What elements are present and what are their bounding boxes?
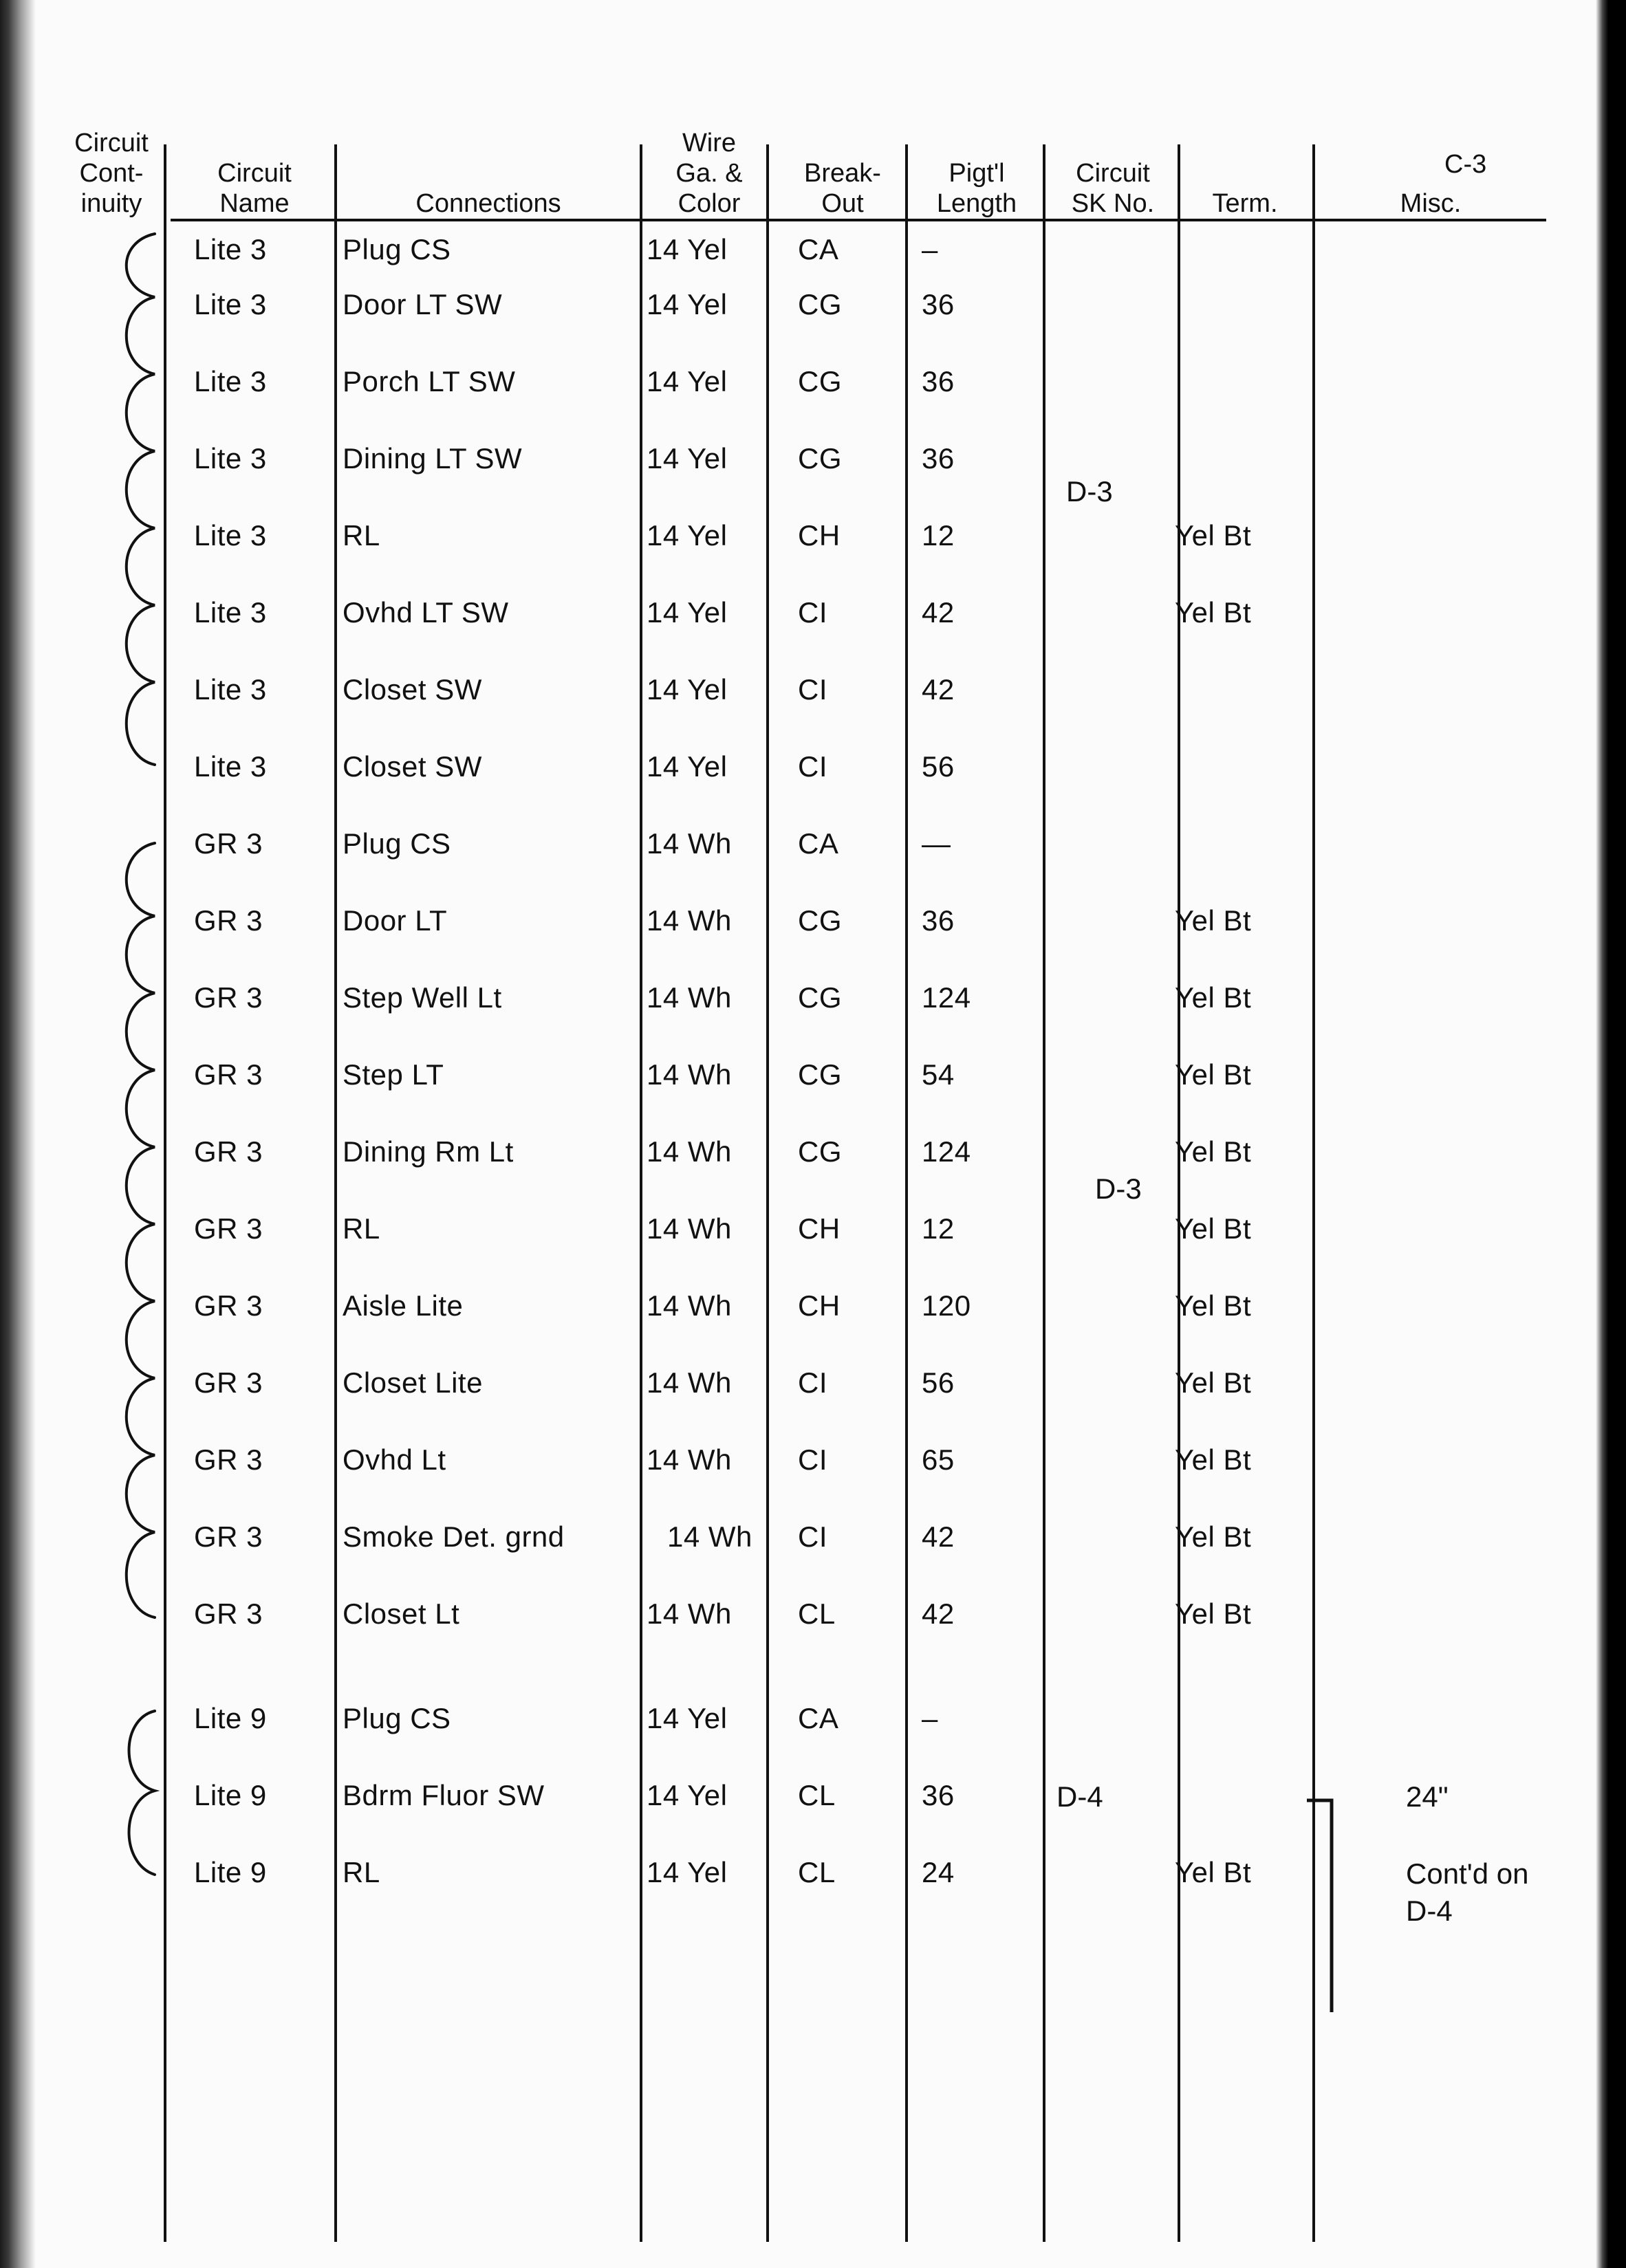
connection-cell: Step Well Lt: [343, 981, 502, 1014]
pigtail-cell: –: [922, 1702, 938, 1734]
wire-cell: 14 Wh: [647, 1212, 732, 1245]
term-cell: Yel Bt: [1175, 1443, 1252, 1476]
circuit-name-cell: GR 3: [194, 1212, 263, 1245]
brace-gr-3: [127, 843, 155, 1617]
breakout-cell: CI: [798, 1520, 827, 1553]
pigtail-cell: 42: [922, 596, 955, 629]
circuit-name-cell: GR 3: [194, 1289, 263, 1322]
term-cell: Yel Bt: [1175, 1366, 1252, 1399]
wire-cell: 14 Yel: [647, 233, 728, 265]
wire-cell: 14 Wh: [647, 1366, 732, 1399]
pigtail-cell: 12: [922, 1212, 955, 1245]
breakout-cell: CG: [798, 981, 842, 1014]
circuit-name-cell: Lite 3: [194, 288, 267, 320]
connection-cell: Door LT: [343, 904, 448, 937]
connection-cell: RL: [343, 1212, 380, 1245]
connection-cell: Aisle Lite: [343, 1289, 464, 1322]
wire-cell: 14 Wh: [647, 1058, 732, 1091]
header-connections: Connections: [415, 189, 561, 218]
circuit-name-cell: Lite 9: [194, 1856, 267, 1888]
circuit-name-cell: GR 3: [194, 1135, 263, 1168]
wire-cell: 14 Yel: [647, 519, 728, 552]
breakout-cell: CI: [798, 1366, 827, 1399]
circuit-name-cell: Lite 9: [194, 1779, 267, 1811]
connection-cell: RL: [343, 519, 380, 552]
wire-cell: 14 Wh: [667, 1520, 752, 1553]
breakout-cell: CA: [798, 827, 839, 860]
sk-label-lite-9: D-4: [1056, 1780, 1103, 1813]
term-cell: Yel Bt: [1175, 1135, 1252, 1168]
breakout-cell: CL: [798, 1856, 836, 1888]
pigtail-cell: 36: [922, 365, 955, 397]
pigtail-cell: 65: [922, 1443, 955, 1476]
wire-cell: 14 Yel: [647, 365, 728, 397]
pigtail-cell: 42: [922, 673, 955, 706]
header-term: Term.: [1212, 189, 1278, 218]
circuit-name-cell: Lite 3: [194, 596, 267, 629]
wire-cell: 14 Wh: [647, 1135, 732, 1168]
circuit-name-cell: Lite 3: [194, 519, 267, 552]
circuit-name-cell: Lite 3: [194, 365, 267, 397]
wire-cell: 14 Yel: [647, 1702, 728, 1734]
pigtail-cell: 36: [922, 904, 955, 937]
connection-cell: Plug CS: [343, 233, 451, 265]
term-cell: Yel Bt: [1175, 1856, 1252, 1888]
connection-cell: Door LT SW: [343, 288, 503, 320]
connection-cell: Ovhd LT SW: [343, 596, 509, 629]
term-cell: Yel Bt: [1175, 1212, 1252, 1245]
pigtail-cell: 56: [922, 1366, 955, 1399]
pigtail-cell: 42: [922, 1520, 955, 1553]
header-circuit-sk-no: Circuit SK No.: [1071, 159, 1155, 218]
pigtail-cell: –: [922, 233, 938, 265]
circuit-name-cell: GR 3: [194, 1598, 263, 1630]
header-circuit-name: Circuit Name: [217, 159, 292, 218]
breakout-cell: CI: [798, 1443, 827, 1476]
connection-cell: Dining Rm Lt: [343, 1135, 514, 1168]
pigtail-cell: 36: [922, 288, 955, 320]
page-code: C-3: [1444, 150, 1487, 179]
brace-lite-3: [127, 234, 155, 765]
header-breakout: Break- Out: [804, 159, 881, 218]
circuit-name-cell: Lite 9: [194, 1702, 267, 1734]
header-pigtail-length: Pigt'l Length: [936, 159, 1017, 218]
connection-cell: Plug CS: [343, 1702, 451, 1734]
wire-cell: 14 Yel: [647, 1779, 728, 1811]
breakout-cell: CL: [798, 1598, 836, 1630]
pigtail-cell: 12: [922, 519, 955, 552]
breakout-cell: CA: [798, 1702, 839, 1734]
circuit-name-cell: Lite 3: [194, 442, 267, 475]
circuit-name-cell: GR 3: [194, 1058, 263, 1091]
connection-cell: Closet SW: [343, 673, 482, 706]
circuit-name-cell: GR 3: [194, 1443, 263, 1476]
breakout-cell: CI: [798, 596, 827, 629]
wire-cell: 14 Wh: [647, 981, 732, 1014]
connection-cell: Dining LT SW: [343, 442, 523, 475]
wire-cell: 14 Yel: [647, 1856, 728, 1888]
misc-note-continued: Cont'd on D-4: [1406, 1857, 1529, 1927]
connection-cell: Closet SW: [343, 750, 482, 783]
circuit-name-cell: GR 3: [194, 1366, 263, 1399]
header-wire-gauge-color: Wire Ga. & Color: [675, 129, 743, 218]
connection-cell: Plug CS: [343, 827, 451, 860]
term-cell: Yel Bt: [1175, 1289, 1252, 1322]
circuit-name-cell: Lite 3: [194, 750, 267, 783]
connection-cell: Closet Lite: [343, 1366, 483, 1399]
wire-cell: 14 Wh: [647, 827, 732, 860]
pigtail-cell: 36: [922, 1779, 955, 1811]
breakout-cell: CL: [798, 1779, 836, 1811]
breakout-cell: CH: [798, 519, 841, 552]
term-cell: Yel Bt: [1175, 1058, 1252, 1091]
term-cell: Yel Bt: [1175, 981, 1252, 1014]
wire-cell: 14 Yel: [647, 750, 728, 783]
wire-cell: 14 Yel: [647, 442, 728, 475]
pigtail-cell: 124: [922, 981, 971, 1014]
misc-note-length: 24": [1406, 1780, 1449, 1813]
wire-cell: 14 Yel: [647, 596, 728, 629]
pigtail-cell: 54: [922, 1058, 955, 1091]
pigtail-cell: 36: [922, 442, 955, 475]
breakout-cell: CG: [798, 1058, 842, 1091]
breakout-cell: CG: [798, 1135, 842, 1168]
pigtail-cell: 42: [922, 1598, 955, 1630]
term-cell: Yel Bt: [1175, 1520, 1252, 1553]
term-cell: Yel Bt: [1175, 596, 1252, 629]
connection-cell: Porch LT SW: [343, 365, 516, 397]
wire-cell: 14 Wh: [647, 904, 732, 937]
sk-label-gr-3: D-3: [1095, 1173, 1142, 1205]
connection-cell: RL: [343, 1856, 380, 1888]
wire-cell: 14 Yel: [647, 673, 728, 706]
circuit-name-cell: Lite 3: [194, 673, 267, 706]
wire-cell: 14 Wh: [647, 1443, 732, 1476]
pigtail-cell: 56: [922, 750, 955, 783]
connection-cell: Ovhd Lt: [343, 1443, 446, 1476]
breakout-cell: CG: [798, 365, 842, 397]
connection-cell: Bdrm Fluor SW: [343, 1779, 545, 1811]
circuit-name-cell: GR 3: [194, 981, 263, 1014]
breakout-cell: CG: [798, 442, 842, 475]
connection-cell: Step LT: [343, 1058, 444, 1091]
breakout-cell: CI: [798, 673, 827, 706]
misc-bracket: [1307, 1800, 1332, 2012]
breakout-cell: CH: [798, 1212, 841, 1245]
header-misc: Misc.: [1400, 189, 1462, 218]
brace-lite-9: [129, 1711, 155, 1875]
breakout-cell: CG: [798, 904, 842, 937]
breakout-cell: CH: [798, 1289, 841, 1322]
pigtail-cell: —: [922, 827, 951, 860]
term-cell: Yel Bt: [1175, 904, 1252, 937]
breakout-cell: CG: [798, 288, 842, 320]
circuit-name-cell: GR 3: [194, 827, 263, 860]
pigtail-cell: 124: [922, 1135, 971, 1168]
wire-cell: 14 Yel: [647, 288, 728, 320]
wire-cell: 14 Wh: [647, 1289, 732, 1322]
pigtail-cell: 120: [922, 1289, 971, 1322]
connection-cell: Smoke Det. grnd: [343, 1520, 565, 1553]
circuit-name-cell: GR 3: [194, 904, 263, 937]
connection-cell: Closet Lt: [343, 1598, 460, 1630]
pigtail-cell: 24: [922, 1856, 955, 1888]
sk-label-lite-3: D-3: [1066, 475, 1113, 508]
term-cell: Yel Bt: [1175, 1598, 1252, 1630]
circuit-name-cell: GR 3: [194, 1520, 263, 1553]
wire-cell: 14 Wh: [647, 1598, 732, 1630]
term-cell: Yel Bt: [1175, 519, 1252, 552]
breakout-cell: CI: [798, 750, 827, 783]
header-circuit-continuity: Circuit Cont- inuity: [74, 129, 149, 218]
breakout-cell: CA: [798, 233, 839, 265]
circuit-name-cell: Lite 3: [194, 233, 267, 265]
